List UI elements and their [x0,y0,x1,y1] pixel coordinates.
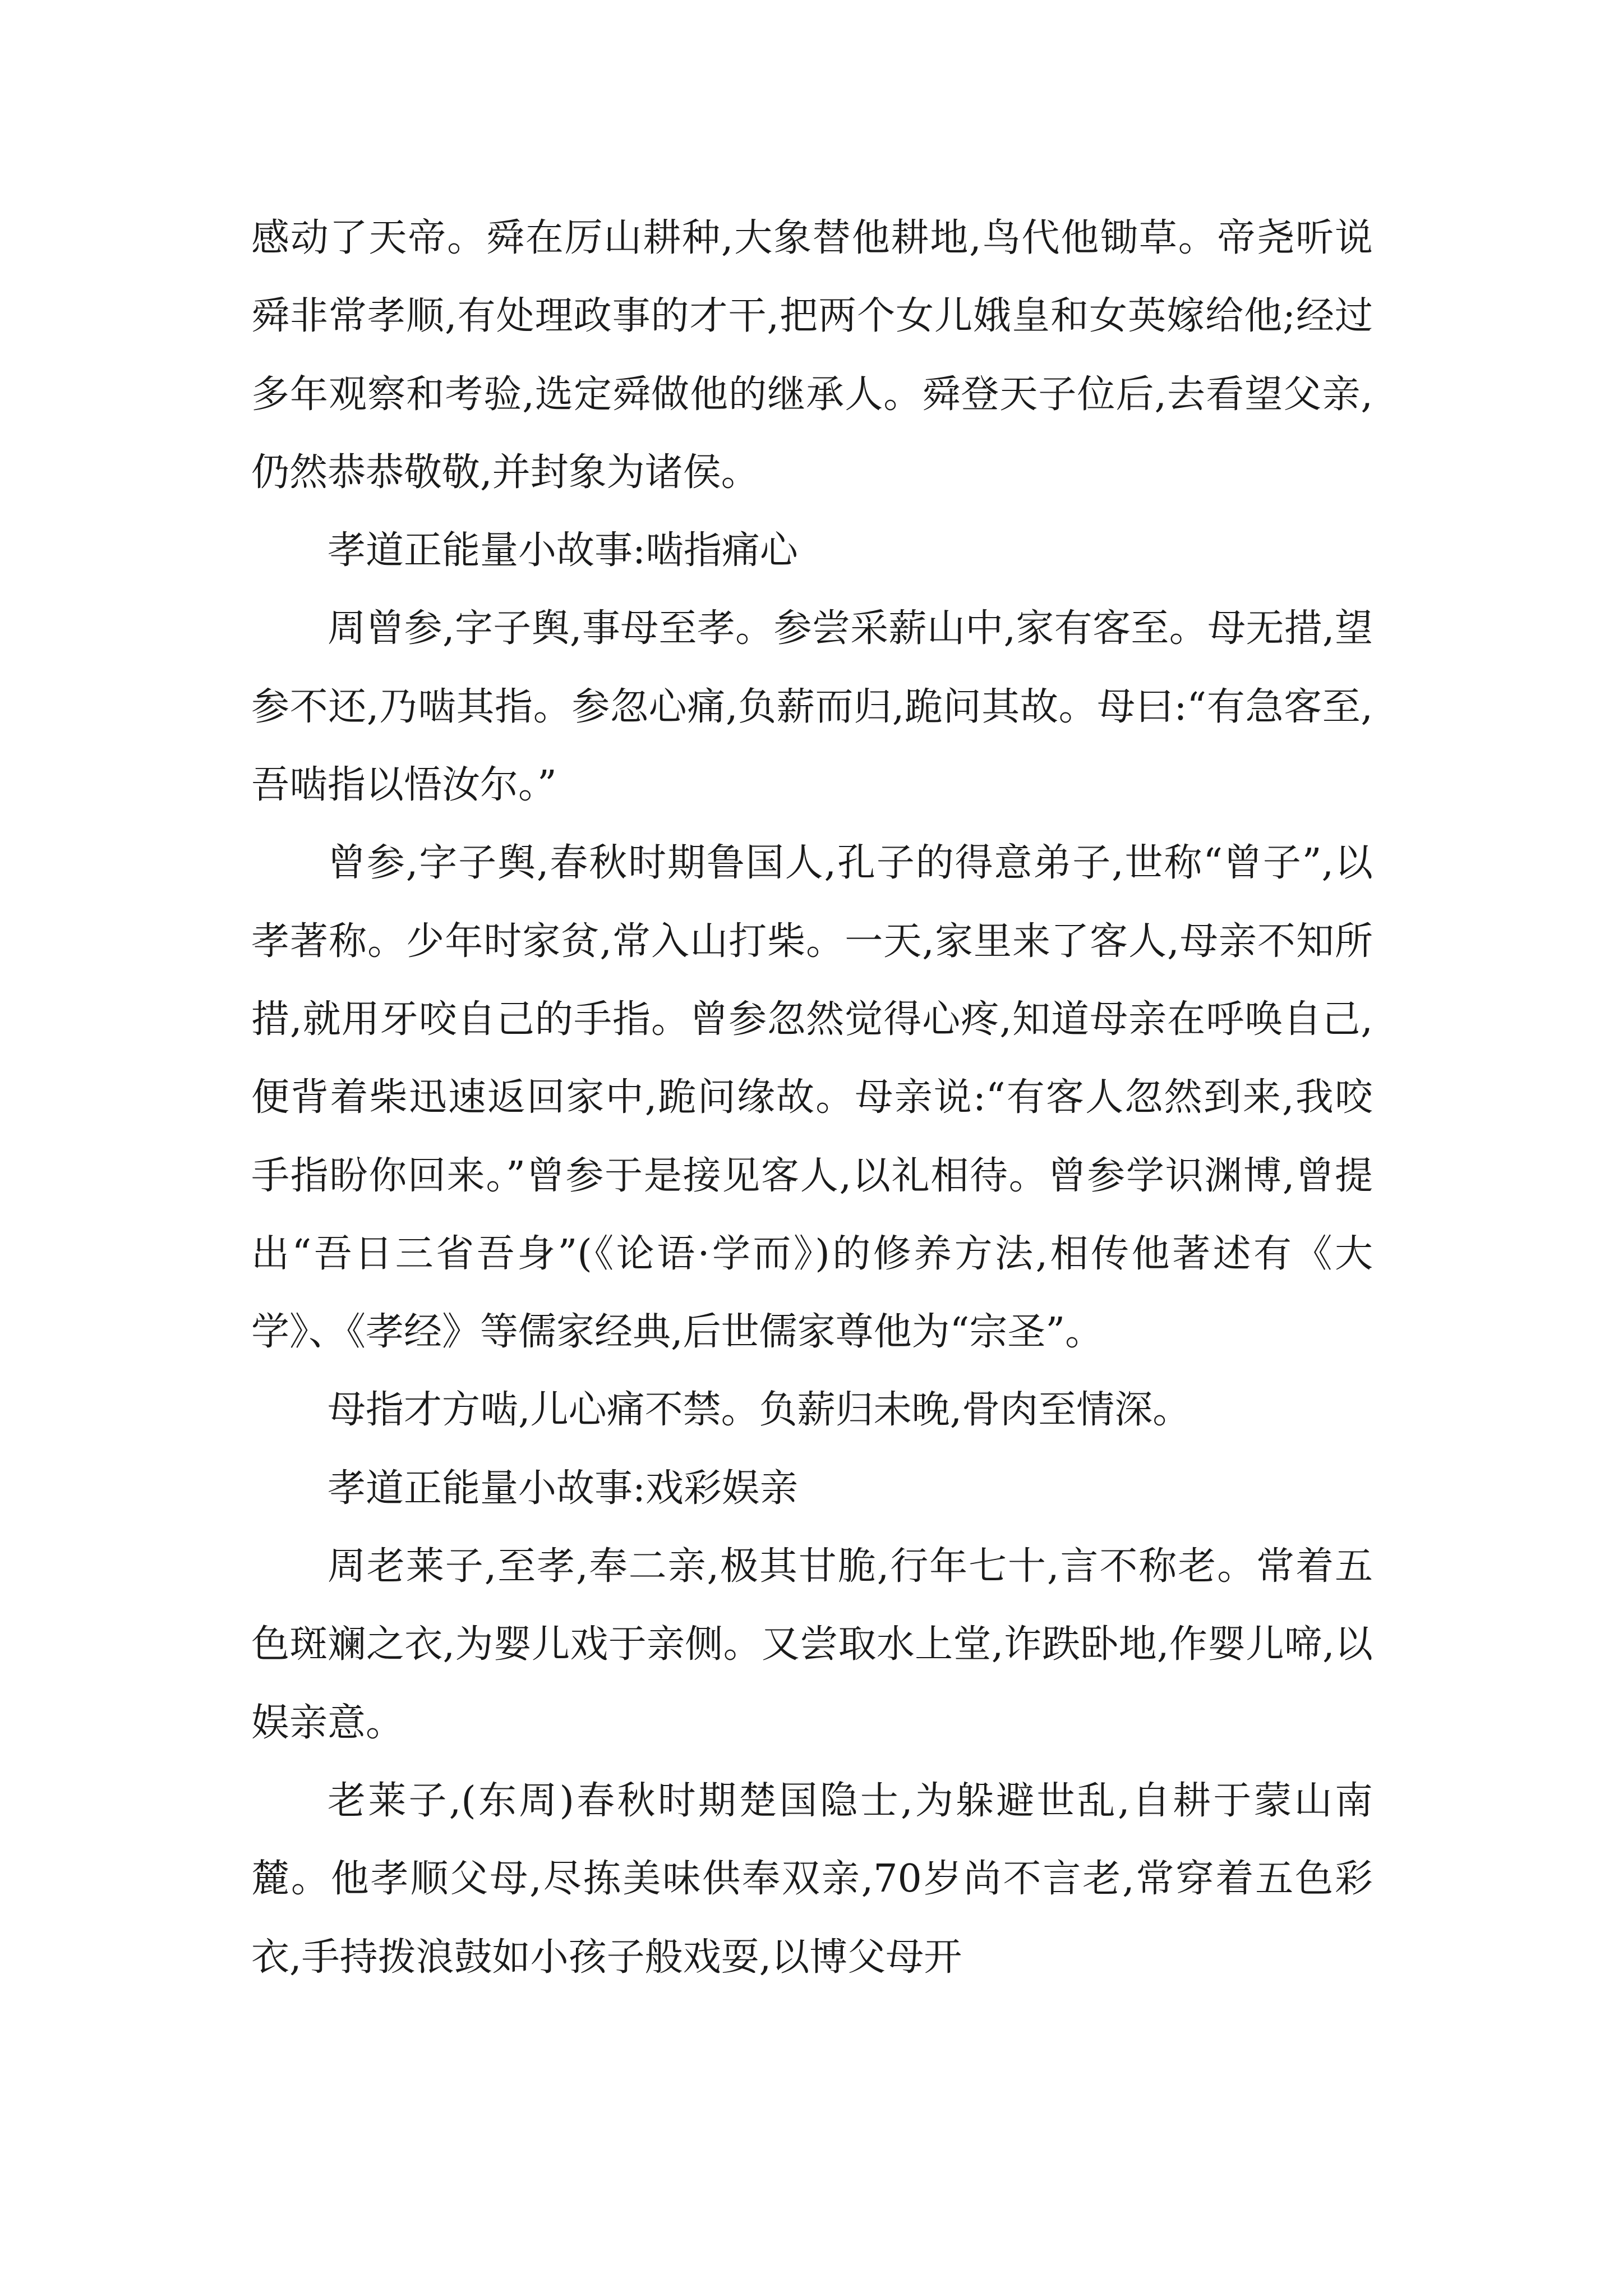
paragraph-lao-laizi-classical: 周老莱子,至孝,奉二亲,极其甘脆,行年七十,言不称老。常着五色斑斓之衣,为婴儿戏于亲侧。又尝取水上堂,诈跌卧地,作婴儿啼,以娱亲意。 [251,1544,1373,1745]
paragraph-lao-laizi-explanation: 老莱子,(东周)春秋时期楚国隐士,为躲避世乱,自耕于蒙山南麓。他孝顺父母,尽拣美味供奉双亲,70岁尚不言老,常穿着五色彩衣,手持拨浪鼓如小孩子般戏耍,以博父母开 [251,1778,1373,1980]
paragraph-zeng-shen-classical: 周曾参,字子舆,事母至孝。参尝采薪山中,家有客至。母无措,望参不还,乃啮其指。参忽心痛,负薪而归,跪问其故。母曰:“有急客至,吾啮指以悟汝尔。” [251,606,1373,808]
poem-zeng-shen: 母指才方啮,儿心痛不禁。负薪归未晚,骨肉至情深。 [328,1388,1191,1433]
paragraph-zeng-shen-explanation: 曾参,字子舆,春秋时期鲁国人,孔子的得意弟子,世称“曾子”,以孝著称。少年时家贫,常入山打柴。一天,家里来了客人,母亲不知所措,就用牙咬自己的手指。曾参忽然觉得心疼,知道母亲在呼唤自己,便背着柴迅速返回家中,跪问缘故。母亲说:“有客人忽然到来,我咬手指盼你回来。”曾参于是接见客人,以礼相待。曾参学识渊博,曾提出“吾日三省吾身”(《论语·学而》)的修养方法,相传他著述有《大学》、《孝经》等儒家经典,后世儒家尊他为“宗圣”。 [251,841,1373,1355]
paragraph-shun-story-end: 感动了天帝。舜在厉山耕种,大象替他耕地,鸟代他锄草。帝尧听说舜非常孝顺,有处理政事的才干,把两个女儿娥皇和女英嫁给他;经过多年观察和考验,选定舜做他的继承人。舜登天子位后,去看望父亲,仍然恭恭敬敬,并封象为诸侯。 [251,216,1373,495]
heading-nie-zhi-tong-xin: 孝道正能量小故事:啮指痛心 [328,528,798,573]
heading-xi-cai-yu-qin: 孝道正能量小故事:戏彩娱亲 [328,1466,798,1511]
document-page [251,199,1373,1996]
